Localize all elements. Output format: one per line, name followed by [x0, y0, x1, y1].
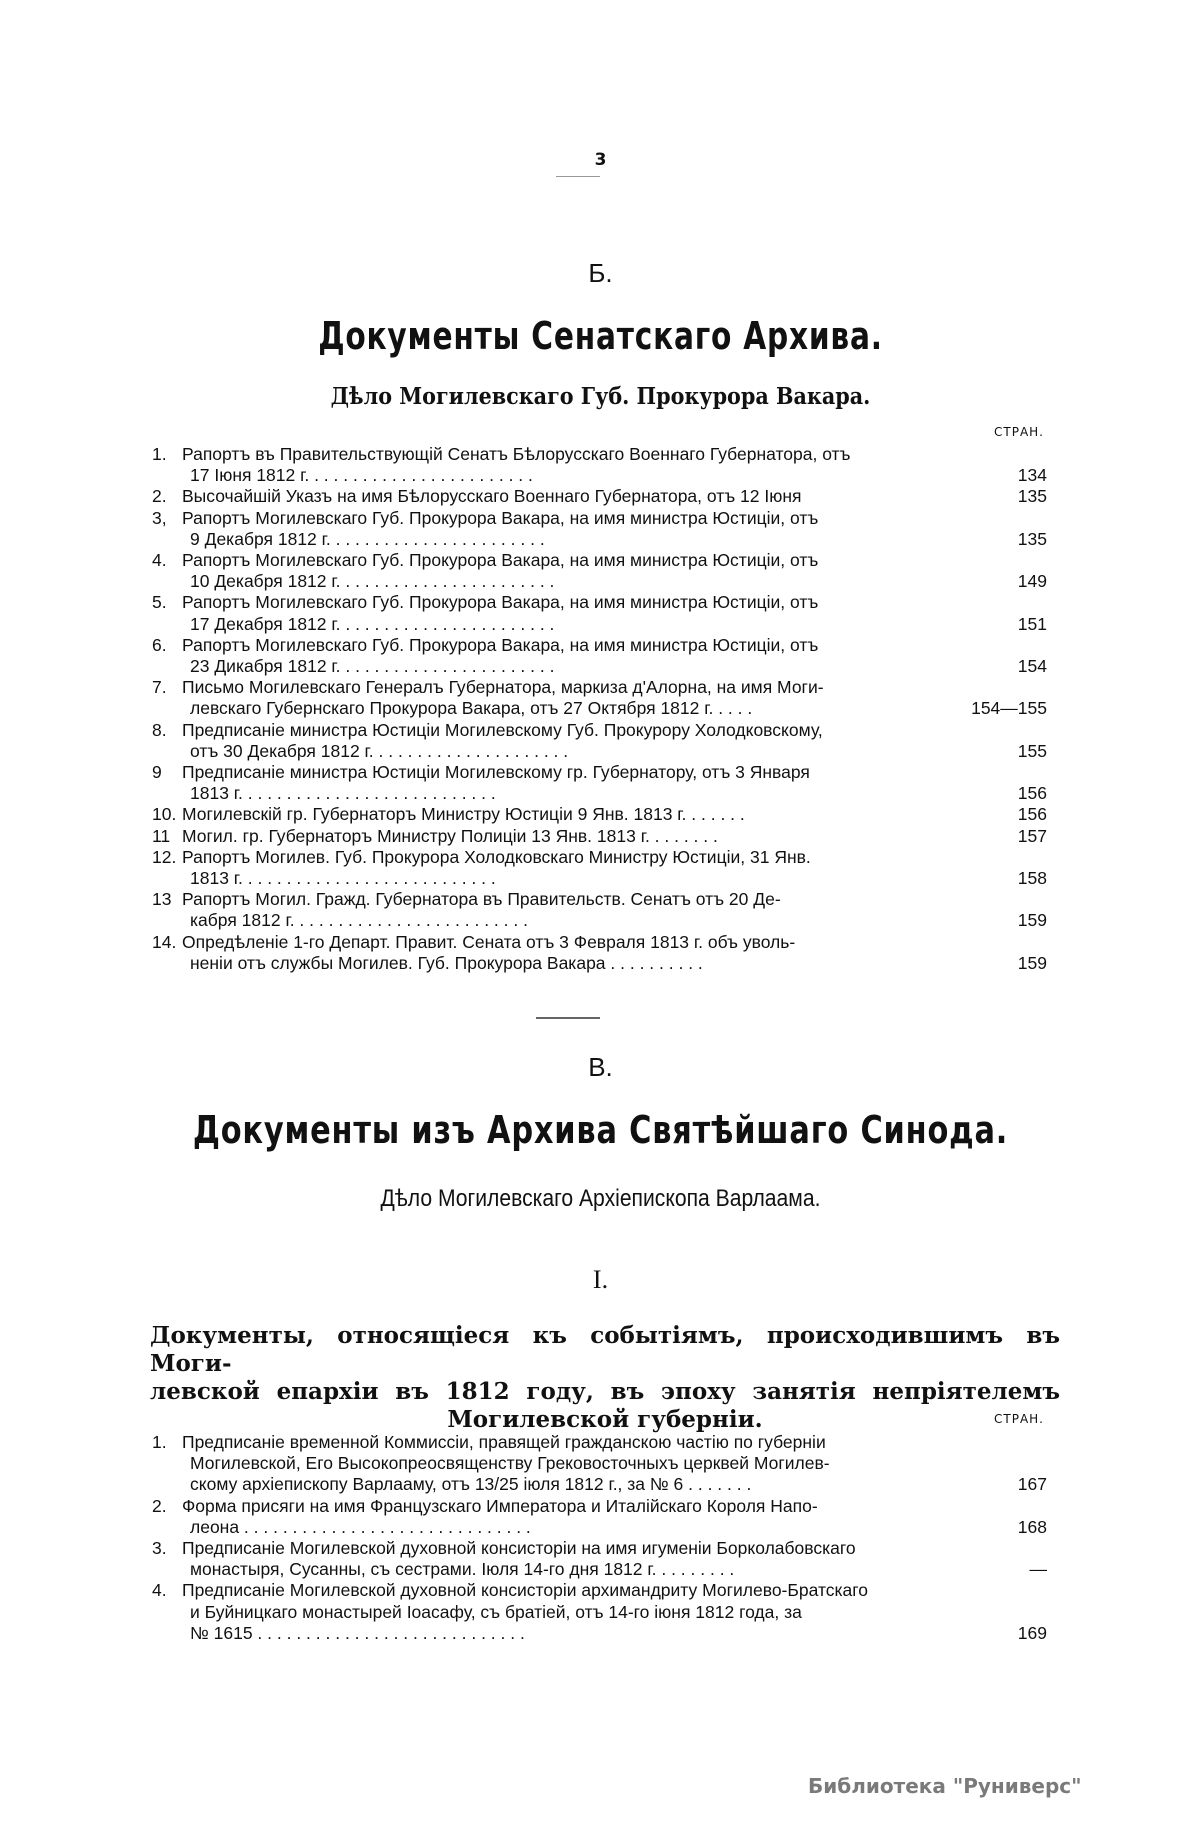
toc-entry-number: 12. — [152, 846, 177, 867]
section-b-toc — [152, 444, 1047, 974]
toc-entry-text — [182, 762, 1047, 804]
toc-entry — [152, 508, 1047, 550]
page-number: 3 — [594, 150, 607, 170]
toc-entry-line: Предписаніе временной Коммиссіи, правящей гражданскою частію по губерніи — [182, 1432, 826, 1452]
toc-entry — [152, 847, 1047, 889]
toc-entry-line: Опредѣленіе 1-го Департ. Правит. Сената отъ 3 Февраля 1813 г. объ уволь- — [182, 931, 796, 952]
toc-entry — [152, 550, 1047, 592]
toc-entry-number: 10. — [152, 804, 177, 825]
toc-entry-line: Предписаніе министра Юстиціи Могилевскому гр. Губернатору, отъ 3 Января — [182, 762, 810, 783]
toc-entry-number: 4. — [152, 1580, 167, 1601]
section-v-toc — [152, 1432, 1047, 1644]
toc-entry-line: левскаго Губернскаго Прокурора Вакара, отъ 27 Октября 1812 г. . . . . — [190, 698, 753, 719]
section-b-letter: Б. — [588, 258, 613, 288]
toc-entry-number: 2. — [152, 486, 167, 507]
toc-entry-line: Высочайшій Указъ на имя Бѣлорусскаго Военнаго Губернатора, отъ 12 Іюня — [182, 486, 802, 507]
toc-entry-number: 11 — [152, 825, 171, 846]
toc-entry-line: Предписаніе министра Юстиціи Могилевскому Губ. Прокурору Холодковскому, — [182, 719, 823, 740]
toc-entry-text — [182, 804, 1047, 825]
toc-entry-line: неніи отъ службы Могилев. Губ. Прокурора Вакара . . . . . . . . . . — [190, 952, 703, 973]
toc-entry-page: — — [1029, 1559, 1047, 1580]
toc-entry-line: Рапортъ Могил. Гражд. Губернатора въ Правительств. Сенатъ отъ 20 Де- — [182, 889, 781, 910]
toc-entry — [152, 1538, 1047, 1580]
toc-entry — [152, 592, 1047, 634]
part-heading-line: Могилевской губерніи. — [447, 1406, 763, 1433]
toc-entry-text — [182, 635, 1047, 677]
toc-entry-line: скому архіепископу Варлааму, отъ 13/25 іюля 1812 г., за № 6 . . . . . . . — [190, 1474, 752, 1495]
toc-entry-text — [182, 508, 1047, 550]
toc-entry — [152, 889, 1047, 931]
section-v-title: Документы изъ Архива Святѣйшаго Синода. — [192, 1108, 1009, 1152]
toc-entry — [152, 762, 1047, 804]
toc-entry-page: 135 — [1017, 528, 1047, 549]
toc-entry — [152, 932, 1047, 974]
toc-entry-text — [182, 1432, 1047, 1496]
section-v-page-column-header: СТРАН. — [994, 1412, 1044, 1426]
toc-entry-text — [182, 550, 1047, 592]
toc-entry-text — [182, 486, 1047, 507]
section-b-title: Документы Сенатскаго Архива. — [318, 314, 883, 358]
toc-entry-line: Предписаніе Могилевской духовной консисторіи архимандриту Могилево-Братскаго — [182, 1580, 869, 1601]
toc-entry-line: 9 Декабря 1812 г. . . . . . . . . . . . . . . . . . . . . . . — [190, 528, 545, 549]
section-b-page-column-header: СТРАН. — [994, 425, 1044, 439]
toc-entry-page: 158 — [1017, 868, 1047, 889]
toc-entry-page: 169 — [1017, 1622, 1047, 1643]
toc-entry-page: 156 — [1017, 783, 1047, 804]
toc-entry-line: Могил. гр. Губернаторъ Министру Полиціи 13 Янв. 1813 г. . . . . . . . — [182, 825, 718, 846]
toc-entry-line: и Буйницкаго монастырей Іоасафу, съ братіей, отъ 14-го іюня 1812 года, за — [190, 1601, 802, 1622]
toc-entry — [152, 826, 1047, 847]
toc-entry-text — [182, 444, 1047, 486]
toc-entry-number: 5. — [152, 592, 167, 613]
toc-entry-text — [182, 720, 1047, 762]
toc-entry-page: 159 — [1017, 910, 1047, 931]
toc-entry-text — [182, 889, 1047, 931]
section-v-letter: В. — [588, 1052, 613, 1082]
toc-entry-line: Письмо Могилевскаго Генералъ Губернатора, маркиза д'Алорна, на имя Моги- — [182, 677, 824, 698]
toc-entry-line: 17 Іюня 1812 г. . . . . . . . . . . . . . . . . . . . . . . . — [190, 465, 533, 486]
toc-entry-line: Рапортъ Могилевскаго Губ. Прокурора Вакара, на имя министра Юстиціи, отъ — [182, 507, 819, 528]
toc-entry-number: 7. — [152, 677, 167, 698]
toc-entry-text — [182, 592, 1047, 634]
toc-entry-number: 3, — [152, 507, 167, 528]
toc-entry-line: Рапортъ Могилев. Губ. Прокурора Холодковскаго Министру Юстиціи, 31 Янв. — [182, 846, 811, 867]
toc-entry — [152, 486, 1047, 507]
toc-entry — [152, 1432, 1047, 1496]
toc-entry — [152, 1580, 1047, 1644]
toc-entry-number: 4. — [152, 550, 167, 571]
toc-entry-number: 1. — [152, 1432, 167, 1452]
toc-entry-page: 156 — [1017, 804, 1047, 825]
toc-entry-number: 8. — [152, 719, 167, 740]
toc-entry-line: леона . . . . . . . . . . . . . . . . . . . . . . . . . . . . . . — [190, 1516, 531, 1537]
toc-entry-page: 134 — [1017, 465, 1047, 486]
part-heading — [150, 1322, 1060, 1434]
toc-entry-text — [182, 677, 1047, 719]
toc-entry-line: Рапортъ Могилевскаго Губ. Прокурора Вакара, на имя министра Юстиціи, отъ — [182, 550, 819, 571]
toc-entry-page: 157 — [1017, 825, 1047, 846]
toc-entry — [152, 444, 1047, 486]
part-heading-line: левской епархіи въ 1812 году, въ эпоху занятія непріятелемъ — [150, 1378, 1060, 1405]
toc-entry — [152, 677, 1047, 719]
toc-entry-line: Предписаніе Могилевской духовной консисторіи на имя игуменіи Борколабовскаго — [182, 1538, 856, 1559]
toc-entry-number: 14. — [152, 931, 177, 952]
toc-entry-line: Форма присяги на имя Французскаго Императора и Италійскаго Короля Напо- — [182, 1495, 818, 1516]
section-v-case-title: Дѣло Могилевскаго Архіепископа Варлаама. — [380, 1185, 821, 1212]
toc-entry-page: 154—155 — [971, 698, 1047, 719]
toc-entry-page: 159 — [1017, 952, 1047, 973]
toc-entry-text — [182, 1538, 1047, 1580]
section-divider — [536, 1017, 600, 1019]
toc-entry-number: 9 — [152, 762, 162, 783]
page-number-rule — [556, 176, 600, 177]
toc-entry-number: 6. — [152, 634, 167, 655]
toc-entry — [152, 804, 1047, 825]
toc-entry-line: 1813 г. . . . . . . . . . . . . . . . . . . . . . . . . . . — [190, 783, 496, 804]
toc-entry-page: 155 — [1017, 740, 1047, 761]
toc-entry-text — [182, 1496, 1047, 1538]
toc-entry-line: 23 Дикабря 1812 г. . . . . . . . . . . . . . . . . . . . . . . — [190, 656, 555, 677]
toc-entry — [152, 635, 1047, 677]
toc-entry-line: 17 Декабря 1812 г. . . . . . . . . . . . . . . . . . . . . . . — [190, 613, 555, 634]
toc-entry-line: 1813 г. . . . . . . . . . . . . . . . . . . . . . . . . . . — [190, 868, 496, 889]
toc-entry-line: Рапортъ Могилевскаго Губ. Прокурора Вакара, на имя министра Юстиціи, отъ — [182, 634, 819, 655]
toc-entry-line: 10 Декабря 1812 г. . . . . . . . . . . . . . . . . . . . . . . — [190, 571, 555, 592]
toc-entry-page: 151 — [1017, 613, 1047, 634]
toc-entry-line: № 1615 . . . . . . . . . . . . . . . . . . . . . . . . . . . . — [190, 1622, 525, 1643]
toc-entry-text — [182, 847, 1047, 889]
toc-entry-line: Рапортъ Могилевскаго Губ. Прокурора Вакара, на имя министра Юстиціи, отъ — [182, 592, 819, 613]
toc-entry-text — [182, 826, 1047, 847]
section-b-case-title: Дѣло Могилевскаго Губ. Прокурора Вакара. — [330, 383, 871, 410]
toc-entry-line: Могилевскій гр. Губернаторъ Министру Юстиціи 9 Янв. 1813 г. . . . . . . — [182, 804, 745, 825]
toc-entry-line: Рапортъ въ Правительствующій Сенатъ Бѣлорусскаго Военнаго Губернатора, отъ — [182, 444, 851, 464]
toc-entry-page: 135 — [1017, 486, 1047, 507]
toc-entry-line: отъ 30 Декабря 1812 г. . . . . . . . . . . . . . . . . . . . . — [190, 740, 569, 761]
toc-entry-text — [182, 1580, 1047, 1644]
toc-entry-line: монастыря, Сусанны, съ сестрами. Іюля 14-го дня 1812 г. . . . . . . . . — [190, 1559, 735, 1580]
part-numeral: I. — [592, 1265, 609, 1294]
toc-entry-page: 168 — [1017, 1516, 1047, 1537]
toc-entry-number: 13 — [152, 889, 172, 910]
library-watermark: Библиотека "Руниверс" — [808, 1774, 1082, 1798]
toc-entry-line: кабря 1812 г. . . . . . . . . . . . . . . . . . . . . . . . . — [190, 910, 528, 931]
toc-entry-page: 149 — [1017, 571, 1047, 592]
toc-entry-text — [182, 932, 1047, 974]
toc-entry — [152, 720, 1047, 762]
toc-entry — [152, 1496, 1047, 1538]
toc-entry-number: 1. — [152, 444, 167, 464]
toc-entry-number: 2. — [152, 1495, 167, 1516]
toc-entry-number: 3. — [152, 1538, 167, 1559]
toc-entry-page: 167 — [1017, 1474, 1047, 1495]
toc-entry-line: Могилевской, Его Высокопреосвященству Грековосточныхъ церквей Могилев- — [190, 1453, 830, 1474]
part-heading-line: Документы, относящіеся къ событіямъ, происходившимъ въ Моги- — [150, 1322, 1060, 1377]
toc-entry-page: 154 — [1017, 656, 1047, 677]
